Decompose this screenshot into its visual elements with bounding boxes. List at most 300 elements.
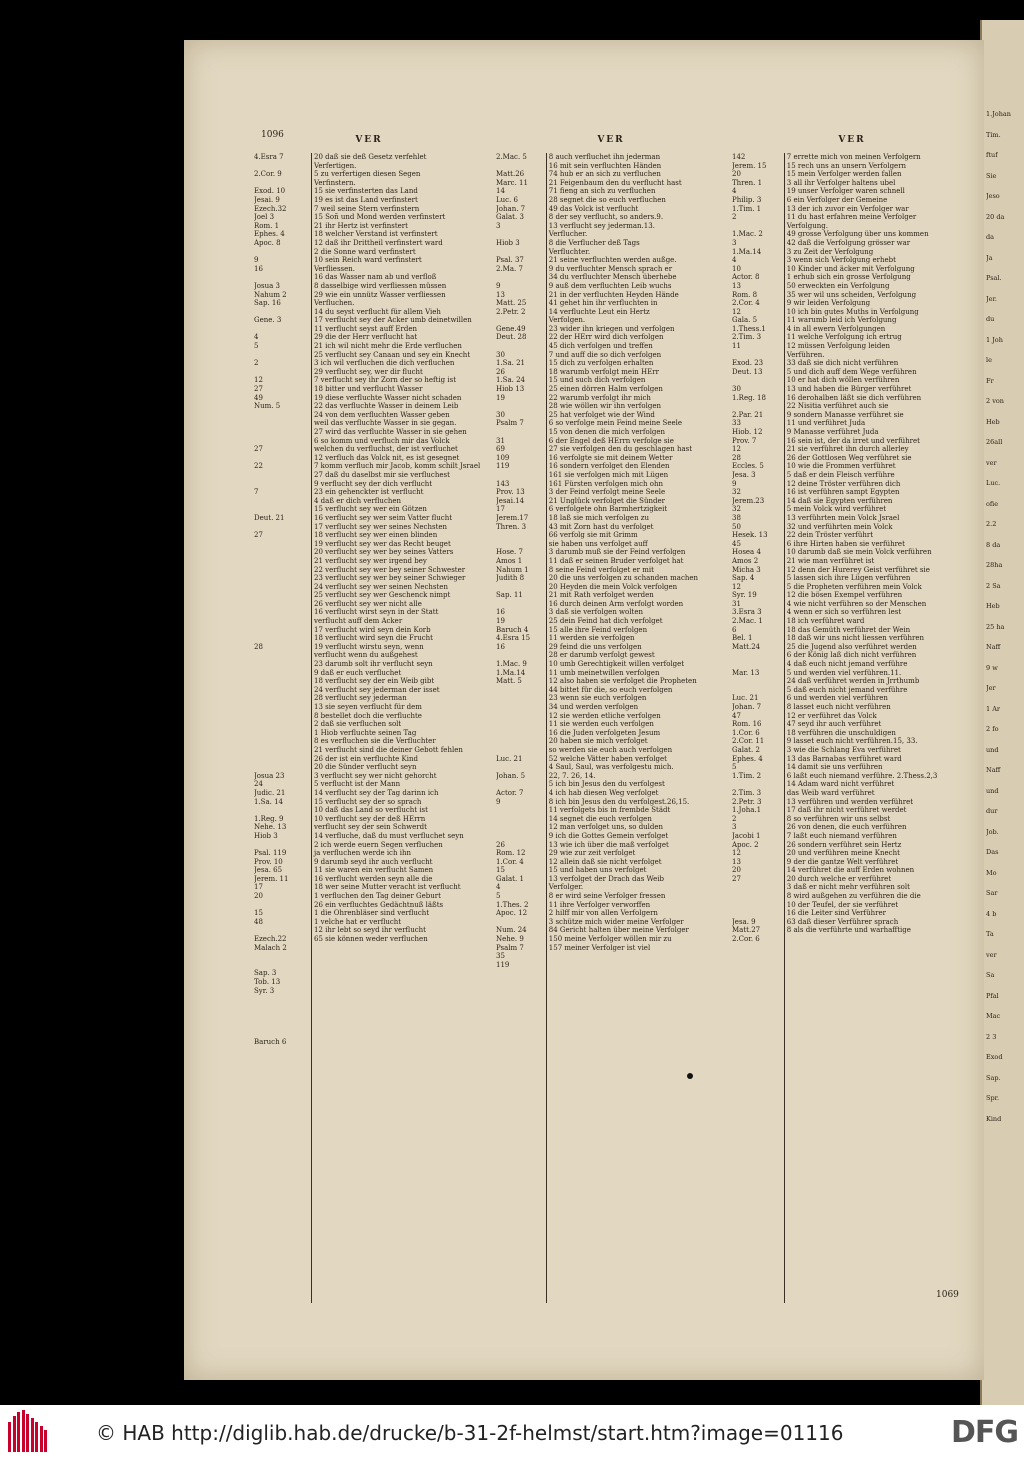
entry-line: 6 so komm und verfluch mir das Volck [314,436,450,445]
entry-line: 10 daß das Land so verflucht ist [314,806,428,815]
reference-line: 10 [732,264,741,273]
entry-line: 34 du verfluchter Mensch überhebe [548,273,677,282]
entry-line: 18 verflucht sey wer einen blinden [314,531,438,540]
entry-line: 14 segnet die euch verfolgen [548,814,652,823]
entry-line: 25 verflucht sey wer Geschenck nimpt [314,591,451,600]
reference-line: 5 [732,763,737,772]
reference-line: 4 [732,256,737,265]
reference-line: Gene. 3 [254,316,282,325]
entry-line: 25 einen dörren Halm verfolgen [548,385,663,394]
reference-line: 69 [496,445,505,454]
entry-line: 25 die Jugend also verführet werden [786,642,917,651]
reference-line [254,428,309,437]
entry-line: 15 alle ihre Feind verfolgen [548,625,648,634]
entry-line: 14 verfluche, daß du must verfluchet seyn [314,831,464,840]
reference-line: 30 [496,410,505,419]
fragment-line: da [986,233,995,241]
reference-line: Nahum 1 [496,565,529,574]
entry-line: 5 lassen sich ihre Lügen verführen [786,574,911,583]
entry-line: 6 der König laß dich nicht verführen [786,651,917,660]
reference-line: 4.Esra 15 [496,634,531,643]
entry-line: 2 ich werde euern Segen verfluchen [314,840,443,849]
fragment-line: und [986,745,999,754]
reference-line: 5 [496,892,501,901]
entry-line: 27 sie verfolgen den du geschlagen hast [548,445,693,454]
entry-line: 3 schütze mich wider meine Verfolger [548,917,684,926]
reference-line: 1.Thess.1 [732,324,766,333]
reference-line: Jerem.23 [732,496,765,505]
entry-line: 12 ihr lebt so seyd ihr verflucht [314,926,426,935]
reference-line: Num. 24 [496,926,527,935]
reference-line: 13 [496,290,505,299]
reference-line: Matt.24 [732,642,761,651]
entry-line: 29 wie ein unnütz Wasser verfliessen [314,290,446,299]
reference-line: 12 [254,376,263,385]
reference-line: Psalm 7 [496,419,524,428]
reference-line: 2.Petr. 2 [496,307,526,316]
reference-line: 5 [254,342,259,351]
entry-line: 28 verflucht sey jederman [314,694,407,703]
entry-line: 11 warumb leid ich Verfolgung [786,316,897,325]
reference-line [732,686,782,695]
entry-line: 8 seine Feind verfolget er mit [548,565,654,574]
fragment-line: Kind [986,1114,1002,1123]
reference-line: 17 [496,505,505,514]
entry-line: 11 werden sie verfolgen [548,634,635,643]
entry-line: 16 die Leiter sind Verführer [786,909,886,918]
reference-line: 12 [732,849,741,858]
entry-line: 20 die uns verfolgen zu schanden machen [548,574,699,583]
reference-line: Joel 3 [254,213,275,222]
reference-line: 2 [732,814,737,823]
reference-line: Syr. 3 [254,986,275,995]
reference-line: 109 [496,453,510,462]
reference-line: 12 [732,307,741,316]
reference-line: Hiob 3 [254,831,278,840]
reference-line: Ezech.32 [254,204,287,213]
reference-line: 1.Ma.14 [496,668,526,677]
entry-line: 11 du hast erfahren meine Verfolger [786,213,917,222]
reference-line: 27 [254,385,263,394]
reference-line: 9 [732,479,737,488]
entry-line: 9 wir leiden Verfolgung [786,299,871,308]
reference-line: Johan. 7 [732,703,762,711]
reference-line: Philip. 3 [732,195,762,204]
entry-line: 28 wie wöllen wir ihn verfolgen [548,402,661,411]
entry-line: 71 fieng an sich zu verfluchen [548,187,656,196]
entry-line: 15 mein Verfolger werden fallen [786,170,902,179]
reference-line: 28 [254,642,263,651]
copyright-link[interactable]: © HAB http://diglib.hab.de/drucke/b-31-2f-helmst/start.htm?image=01116 [96,1421,844,1445]
entry-line: 12 er verführet das Volck [786,711,877,720]
reference-line [254,763,309,772]
entry-line: 20 die Sünder verflucht seyn [314,763,417,772]
reference-line: Jesa. 65 [254,866,283,875]
reference-line: 1.Sa. 21 [496,359,526,368]
entry-line: 35 wer wil uns scheiden, Verfolgung [786,290,917,299]
reference-line: Exod. 10 [254,187,286,196]
reference-line: 4 [254,333,259,342]
reference-line: 13 [732,857,741,866]
entry-line: 8 auch verfluchet ihn jederman [548,153,661,161]
reference-line [496,918,544,927]
reference-line [496,651,544,660]
reference-line: Matt.27 [732,926,761,935]
reference-line: 38 [732,513,741,522]
entry-line: 10 darumb daß sie mein Volck verführen [786,548,932,557]
fragment-line: Naff [986,766,1001,774]
entry-line: verflucht sey der sein Schwerdt [314,823,427,832]
entry-line: 18 ich verführet ward [786,617,865,626]
entry-line: 157 meiner Verfolger ist viel [548,943,651,952]
entry-line: 42 daß die Verfolgung grösser war [786,238,911,247]
reference-line [496,823,544,832]
reference-line: 27 [254,531,263,540]
reference-line [496,162,544,171]
entry-line: 4 wenn er sich so verführen lest [786,608,902,617]
entry-line: Verfolgung. [786,221,828,230]
entry-line: 3 all ihr Verfolger haltens ubel [786,178,896,187]
entry-line: 15 Soñ und Mond werden verfinstert [314,213,446,222]
page-number-left: 1096 [261,130,284,140]
scripture-references [496,153,547,1303]
entry-line: verflucht wenn du außgehest [314,651,418,660]
reference-line: 30 [732,385,741,394]
entry-line: 5 daß er dein Fleisch verführe [786,470,895,479]
entry-line: 66 verfolg sie mit Grimm [548,531,638,540]
dfg-logo: DFG [950,1415,1018,1450]
entry-line: 1 erhub sich ein grosse Verfolgung [786,273,911,282]
reference-line [496,737,544,746]
entry-line: 65 sie können weder verfluchen [314,935,428,944]
reference-line [496,694,544,703]
fragment-line: 2 von [986,397,1004,405]
reference-line: Jesai.14 [496,496,525,505]
reference-line: 1.Thes. 2 [496,900,529,909]
reference-line: Luc. 21 [496,754,523,763]
entry-line: 7 komm verfluch mir Jacob, komm schilt Jsrael [314,462,481,471]
reference-line: 1.Ma.14 [732,247,762,256]
entry-line: 29 verflucht sey, wer dir flucht [314,367,423,376]
reference-line [496,969,544,978]
reference-line: Micha 3 [732,565,761,574]
entry-line: 52 welche Vätter haben verfolget [548,754,667,763]
entry-line: 8 lasset euch nicht verführen [786,703,891,711]
entry-line: 150 meine Verfolger wöllen mir zu [548,935,672,944]
entry-line: 28 segnet die so euch verfluchen [548,195,666,204]
entry-line: 29 wie zur zeit verfolget [548,849,636,858]
entry-line: 1 Hiob verfluchte seinen Tag [314,728,417,737]
entry-line: 45 dich verfolgen und treffen [548,342,653,351]
entry-line: Verfliessen. [314,264,356,273]
entry-line: 12 müssen Verfolgung leiden [786,342,891,351]
scripture-references [254,153,312,1303]
reference-line: 2.Ma. 7 [496,264,523,273]
entry-line: 3 ich wil verfluchen die dich verfluchen [314,359,455,368]
reference-line: Malach 2 [254,943,287,952]
reference-line: Rom. 1 [254,221,280,230]
entry-line: 22 das verfluchte Wasser in deinem Leib [314,402,459,411]
fragment-line: Jer. [986,294,997,303]
reference-line: 2 [732,213,737,222]
reference-line: 16 [496,642,505,651]
reference-line [254,557,309,566]
reference-line: Sap. 3 [254,969,277,978]
entry-line: 9 du verfluchter Mensch sprach er [548,264,673,273]
fragment-line: ftuf [986,151,998,159]
entry-line: 74 hub er an sich zu verfluchen [548,170,661,179]
entry-line: 13 und haben die Bürger verführet [786,385,912,394]
entry-line: 50 erweckten ein Verfolgung [786,281,890,290]
reference-line: Marc. 11 [496,178,528,187]
reference-line: 142 [732,153,746,161]
reference-line: 6 [732,625,737,634]
entry-line: 20 verflucht sey wer bey seines Vatters [314,548,454,557]
entry-line: 3 daß sie verfolgen wolten [548,608,643,617]
fragment-line: 25 ha [986,622,1005,631]
reference-line [254,273,309,282]
entry-line: 10 er hat dich wöllen verführen [786,376,900,385]
fragment-line: Sap. [986,1073,1001,1082]
entry-line: 18 daß wir uns nicht liessen verführen [786,634,925,643]
reference-line: 19 [496,393,505,402]
reference-line [496,978,544,987]
reference-line: 1.Cor. 4 [496,857,524,866]
entry-line: 11 sie waren ein verflucht Samen [314,866,434,875]
reference-line: Jerem.17 [496,513,529,522]
entry-line: 9 Manasse verführet Juda [786,428,879,436]
entry-line: 21 Feigenbaum den du verflucht hast [548,178,682,187]
entry-line: 7 laßt euch niemand verführen [786,831,897,840]
fragment-line: Jer [986,684,996,692]
reference-line [254,841,309,850]
entry-line: 6 ihre Hirten haben sie verführet [786,539,905,548]
reference-line [496,806,544,815]
reference-line [496,780,544,789]
entry-line: 13 verflucht sey jederman.13. [548,221,655,230]
reference-line [254,669,309,678]
reference-line: Exod. 23 [732,359,764,368]
entry-line: 19 verflucht wirstu seyn, wenn [314,642,424,651]
entry-line: Verfinstern. [314,178,356,187]
reference-line [254,686,309,695]
entry-line: 20 haben sie mich verfolget [548,737,648,746]
entry-line: 12 allein daß sie nicht verfolget [548,857,662,866]
reference-line: 119 [496,960,510,969]
entry-line: 16 verflucht wirst seyn in der Statt [314,608,439,617]
reference-line: Hiob 13 [496,385,525,394]
entry-line: 4 ich hab diesen Weg verfolget [548,788,659,797]
fragment-line: Ta [986,930,994,938]
fragment-line: Fr [986,376,994,385]
reference-line [254,961,309,970]
entry-line: 9 lasset euch nicht verführen.15, 33. [786,737,918,746]
reference-line: Deut. 28 [496,333,527,342]
reference-line: Hesek. 13 [732,531,768,540]
reference-line: Nehe. 9 [496,935,524,944]
entry-line: 18 welcher Verstand ist verfinstert [314,230,438,239]
entry-line: 27 wird das verfluchte Wasser in sie gehen [314,428,467,436]
fragment-line: Jeso [986,192,1000,200]
entry-line: 2 daß sie verfluchen solt [314,720,402,729]
reference-line: Nahum 2 [254,290,287,299]
reference-line [496,230,544,239]
concordance-entries [785,153,972,1303]
reference-line: Deut. 21 [254,513,285,522]
entry-line: 3 zu Zeit der Verfolgung [786,247,874,256]
column-header: VER [597,135,625,145]
reference-line [732,222,782,231]
reference-line: Luc. 21 [732,694,759,703]
reference-line [254,454,309,463]
entry-line: 3 daß er nicht mehr verführen solt [786,883,910,892]
reference-line: Jerem. 11 [254,874,289,883]
fragment-line: 1 Joh [986,335,1003,344]
reference-line: 12 [732,445,741,454]
reference-line [254,729,309,738]
entry-line: 4 in all ewern Verfolgungen [786,324,886,333]
entry-line: 12 man verfolget uns, so dulden [548,823,664,832]
entry-line: 2 die Sonne ward verfinstert [314,247,416,256]
reference-line: 50 [732,522,741,531]
fragment-line: 2 Sa [986,581,1001,590]
entry-line: 9 daß er euch verfluchet [314,668,402,677]
fragment-line: Mo [986,868,997,877]
entry-line: 14 Adam ward nicht verführet [786,780,895,789]
ink-dot [687,1073,693,1079]
reference-line [732,780,782,789]
reference-line: 19 [496,617,505,626]
entry-line: 161 Fürsten verfolgen mich ohn [548,479,663,488]
reference-line: Sap. 11 [496,591,523,600]
reference-line [496,471,544,480]
entry-line: 16 die Juden verfolgeten Jesum [548,728,661,737]
reference-line: 32 [732,505,741,514]
reference-line: 2.Cor. 6 [732,935,760,944]
entry-line: 23 darumb solt ihr verflucht seyn [314,660,433,669]
entry-line: 8 so verführen wir uns selbst [786,814,891,823]
reference-line: Mar. 13 [732,668,760,677]
entry-line: 8 er wird seine Verfolger fressen [548,892,666,901]
entry-line: 1 verfluchen den Tag deiner Geburt [314,892,441,901]
reference-line [496,746,544,755]
reference-line: 12 [732,582,741,591]
entry-line: 22 verflucht sey wer bey seiner Schwester [314,565,466,574]
reference-line [254,703,309,712]
entry-line: 12 also haben sie verfolget die Propheten [548,677,697,686]
entry-line: 26 von denen, die euch verführen [786,823,907,832]
fragment-line: und [986,786,999,795]
entry-line: 26 ein verfluchtes Gedächtnuß läßts [314,900,444,909]
reference-line [254,617,309,626]
reference-line: 1.Sa. 24 [496,376,526,385]
entry-line: 14 verfluchte Leut ein Hertz [548,307,650,316]
hab-logo-icon [4,1410,50,1456]
entry-line: 43 mit Zorn hast du verfolget [548,522,654,531]
entry-line: 5 die Propheten verführen mein Volck [786,582,922,591]
reference-line: Baruch 4 [496,625,529,634]
reference-line [254,720,309,729]
reference-line [254,523,309,532]
entry-line: 21 Unglück verfolget die Sünder [548,496,665,505]
reference-line [254,995,309,1004]
fragment-line: 2 3 [986,1032,997,1041]
scripture-references [732,153,785,1303]
reference-line [496,342,544,351]
reference-line: Psalm 7 [496,943,524,952]
entry-line: 6 verfolgete ohn Barmhertzigkeit [548,505,668,514]
reference-line [254,179,309,188]
entry-line: 16 das Wasser nam ab und verfloß [314,273,437,282]
entry-line: 63 daß dieser Verführer sprach [786,917,899,926]
entry-line: 14 daß sie Egypten verführen [786,496,893,505]
reference-line [496,712,544,721]
entry-line: 21 ich wil nicht mehr die Erde verfluchen [314,342,462,351]
entry-line: 12 deine Tröster verführen dich [786,479,901,488]
reference-line [254,1012,309,1021]
reference-line: Num. 5 [254,402,281,411]
reference-line: Nehe. 13 [254,823,287,832]
reference-line [496,273,544,282]
reference-line [732,651,782,660]
entry-line: Verführen. [786,350,825,359]
reference-line: 1.Reg. 9 [254,814,284,823]
entry-line: 18 laß sie mich verfolgen zu [548,513,649,522]
entry-line: 7 weil seine Stern verfinstern [314,204,420,213]
reference-line [254,162,309,171]
entry-line: 49 grosse Verfolgung über uns kommen [786,230,929,239]
entry-line: 7 errette mich von meinen Verfolgern [786,153,921,161]
entry-line: 29 feind die uns verfolgen [548,642,642,651]
book-page [184,40,984,1380]
entry-line: 6 der Engel deß HErrn verfolge sie [548,436,674,445]
reference-line: Matt.26 [496,170,525,179]
reference-line: Actor. 8 [732,273,760,282]
fragment-line: Naff [986,643,1001,651]
reference-line: Sap. 16 [254,299,281,308]
entry-line: 16 sein ist, der da irret und verführet [786,436,920,445]
entry-line: 21 verflucht sind die deiner Gebott fehlen [314,745,463,754]
reference-line: 119 [496,462,510,471]
entry-line: 41 gehet hin ihr verfluchten in [548,299,658,308]
entry-line: 18 verführen die unschuldigen [786,728,896,737]
entry-line: 18 verflucht sey der ein Weib gibt [314,677,435,686]
reference-line: Prov. 13 [496,488,525,497]
entry-line: 12 die bösen Exempel verführen [786,591,903,600]
entry-line: 11 verflucht seyst auff Erden [314,324,418,333]
fragment-line: ver [986,458,997,467]
entry-line: 2 hilff mir von allen Verfolgern [548,909,658,918]
column-header: VER [838,135,866,145]
reference-line: 20 [254,892,263,901]
entry-line: 25 hat verfolget wie der Wind [548,410,655,419]
reference-line [732,677,782,686]
reference-line: Judic. 21 [254,788,286,797]
entry-line: 10 verflucht sey der deß HErrn [314,814,426,823]
reference-line: 2.Cor. 9 [254,170,282,179]
reference-line [254,746,309,755]
reference-line: 3.Esra 3 [732,608,762,617]
entry-line: 49 das Volck ist verflucht [548,204,639,213]
entry-line: 4 daß er dich verfluchen [314,496,402,505]
reference-line: 3 [732,823,737,832]
entry-line: 32 und verführten mein Volck [786,522,893,531]
column-header: VER [355,135,383,145]
entry-line: 26 verflucht sey wer nicht alle [314,599,422,608]
entry-line: 18 wer seine Mutter veracht ist verflucht [314,883,461,892]
reference-line: Thren. 1 [732,178,763,187]
entry-line: 6 ein Verfolger der Gemeine [786,195,888,204]
